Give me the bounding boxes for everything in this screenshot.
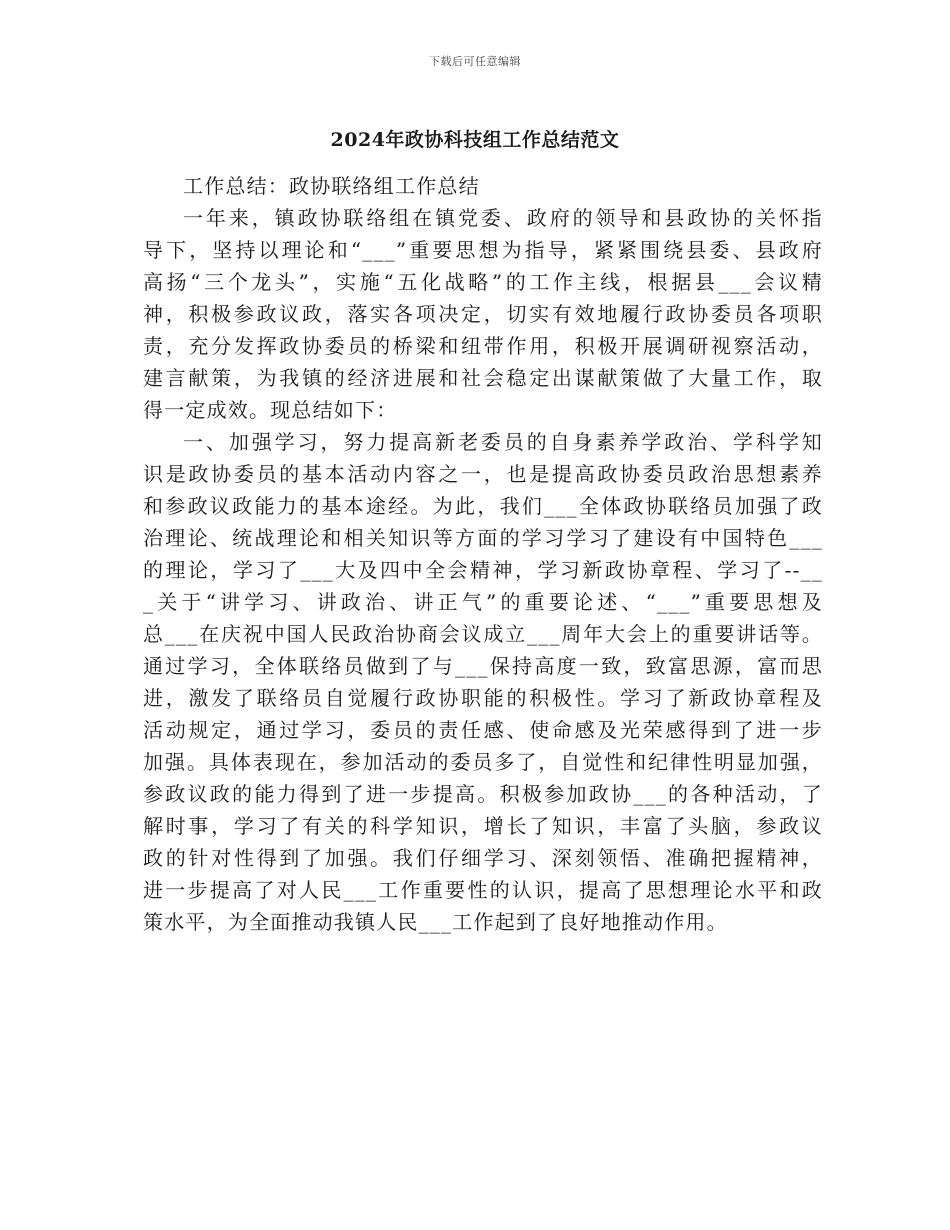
text-line: 一、加强学习，努力提高新老委员的自身素养学政治、学科学知	[183, 430, 823, 454]
text-line: 和参政议政能力的基本途经。为此，我们___全体政协联络员加强了政	[143, 494, 823, 518]
text-line: 高扬“三个龙头”，实施“五化战略”的工作主线，根据县___会议精	[143, 270, 823, 294]
text-line: 通过学习，全体联络员做到了与___保持高度一致，致富思源，富而思	[143, 654, 823, 678]
text-line: 建言献策，为我镇的经济进展和社会稳定出谋献策做了大量工作，取	[143, 366, 823, 390]
paragraph-1	[143, 202, 823, 426]
text-line: 得一定成效。现总结如下：	[143, 398, 398, 422]
text-line: 进一步提高了对人民___工作重要性的认识，提高了思想理论水平和政	[143, 878, 823, 902]
document-subtitle: 工作总结：政协联络组工作总结	[183, 174, 480, 198]
text-line: 政的针对性得到了加强。我们仔细学习、深刻领悟、准确把握精神，	[143, 846, 823, 870]
text-line: 神，积极参政议政，落实各项决定，切实有效地履行政协委员各项职	[143, 302, 823, 326]
text-line: 一年来，镇政协联络组在镇党委、政府的领导和县政协的关怀指	[183, 206, 823, 230]
document-body	[143, 170, 823, 938]
text-line: 的理论，学习了___大及四中全会精神，学习新政协章程、学习了--__	[143, 558, 823, 582]
text-line: 加强。具体表现在，参加活动的委员多了，自觉性和纪律性明显加强，	[143, 750, 823, 774]
text-line: 识是政协委员的基本活动内容之一，也是提高政协委员政治思想素养	[143, 462, 823, 486]
text-line: 策水平，为全面推动我镇人民___工作起到了良好地推动作用。	[143, 910, 728, 934]
text-line: 解时事，学习了有关的科学知识，增长了知识，丰富了头脑，参政议	[143, 814, 823, 838]
paragraph-2	[143, 426, 823, 938]
text-line: 活动规定，通过学习，委员的责任感、使命感及光荣感得到了进一步	[143, 718, 823, 742]
document-title: 2024年政协科技组工作总结范文	[330, 129, 620, 151]
text-line: _关于“讲学习、讲政治、讲正气”的重要论述、“___”重要思想及	[143, 590, 823, 614]
text-line: 进，激发了联络员自觉履行政协职能的积极性。学习了新政协章程及	[143, 686, 823, 710]
text-line: 责，充分发挥政协委员的桥梁和纽带作用，积极开展调研视察活动，	[143, 334, 823, 358]
text-line: 参政议政的能力得到了进一步提高。积极参加政协___的各种活动，了	[143, 782, 823, 806]
text-line: 总___在庆祝中国人民政治协商会议成立___周年大会上的重要讲话等。	[143, 622, 823, 646]
text-line: 治理论、统战理论和相关知识等方面的学习学习了建设有中国特色___	[143, 526, 823, 550]
header-note: 下载后可任意编辑	[429, 55, 521, 68]
text-line: 导下，坚持以理论和“___”重要思想为指导，紧紧围绕县委、县政府	[143, 238, 823, 262]
